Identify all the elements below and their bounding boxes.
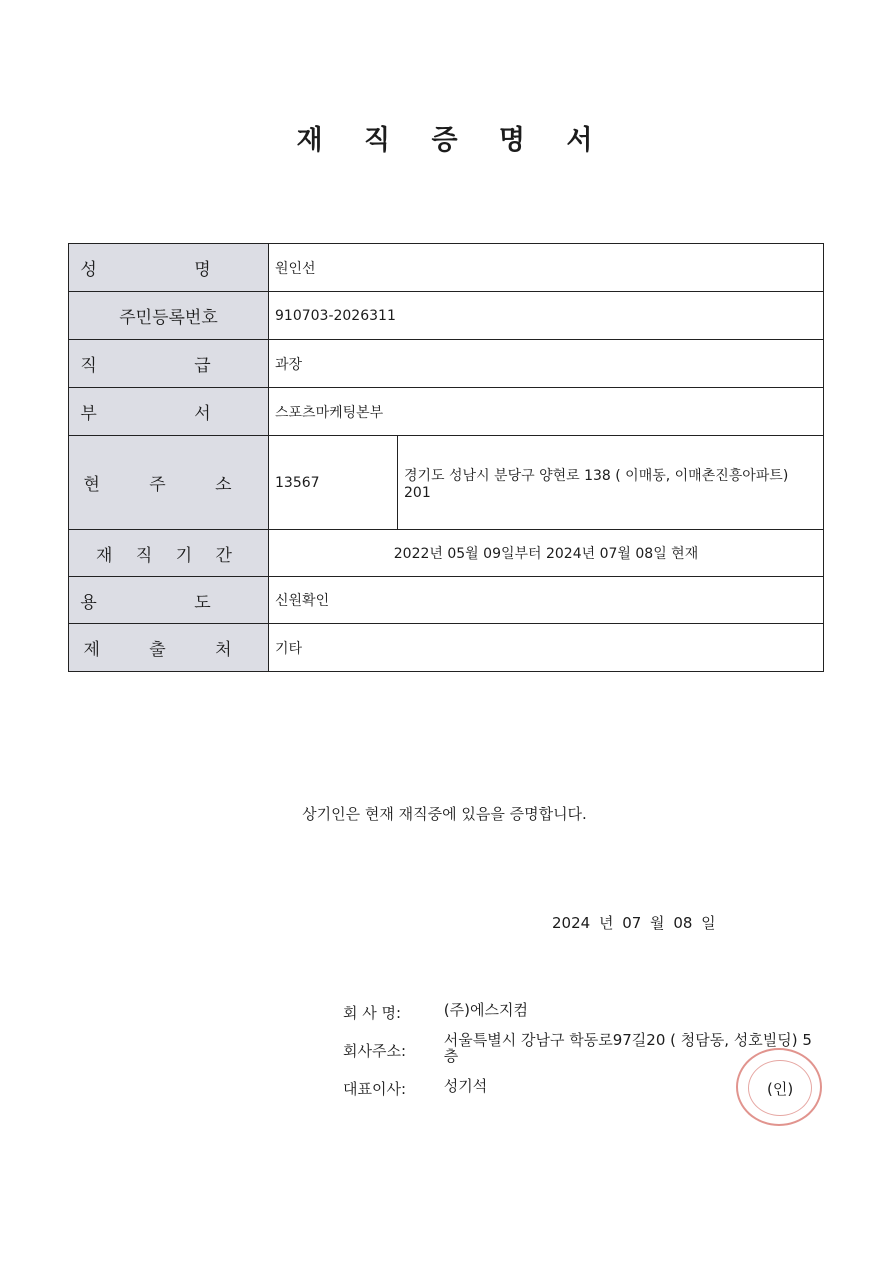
row-rrn: [69, 292, 824, 340]
document-title: 재 직 증 명 서: [296, 125, 609, 156]
value-rank: 과장: [269, 340, 824, 388]
info-table: [68, 243, 824, 672]
company-ceo-value: 성기석: [443, 1077, 488, 1095]
label-period: 재 직 기 간: [69, 530, 269, 577]
label-rrn: 주민등록번호: [69, 292, 269, 340]
row-submit-to: [69, 624, 824, 672]
row-name: [69, 244, 824, 292]
value-address: 경기도 성남시 분당구 양현로 138 ( 이매동, 이매촌진흥아파트) 201: [398, 436, 824, 530]
label-rank: 직 급: [69, 340, 269, 388]
row-period: [69, 530, 824, 577]
row-dept: [69, 388, 824, 436]
label-name: 성 명: [69, 244, 269, 292]
value-dept: 스포츠마케팅본부: [269, 388, 824, 436]
certification-statement: 상기인은 현재 재직중에 있음을 증명합니다.: [302, 805, 587, 823]
value-rrn: 910703-2026311: [269, 292, 824, 340]
label-dept: 부 서: [69, 388, 269, 436]
company-name-value: (주)에스지컴: [443, 1001, 528, 1019]
label-submit-to: 제 출 처: [69, 624, 269, 672]
value-name: 원인선: [269, 244, 824, 292]
row-rank: [69, 340, 824, 388]
row-purpose: [69, 577, 824, 624]
company-address-value: 서울특별시 강남구 학동로97길20 ( 청담동, 성호빌딩) 5층: [443, 1031, 812, 1065]
row-address: [69, 436, 824, 530]
company-ceo-label: 대표이사:: [343, 1080, 407, 1098]
company-address-label: 회사주소:: [343, 1042, 407, 1060]
issue-date: 2024 년 07 월 08 일: [552, 914, 716, 932]
value-period: 2022년 05월 09일부터 2024년 07월 08일 현재: [269, 530, 824, 577]
value-zip: 13567: [269, 436, 398, 530]
label-purpose: 용 도: [69, 577, 269, 624]
label-address: 현 주 소: [69, 436, 269, 530]
company-name-label: 회 사 명:: [343, 1004, 402, 1022]
company-name-row: [343, 1002, 814, 1023]
company-address-row: [343, 1032, 814, 1064]
value-purpose: 신원확인: [269, 577, 824, 624]
seal-mark: (인): [767, 1080, 794, 1098]
value-submit-to: 기타: [269, 624, 824, 672]
